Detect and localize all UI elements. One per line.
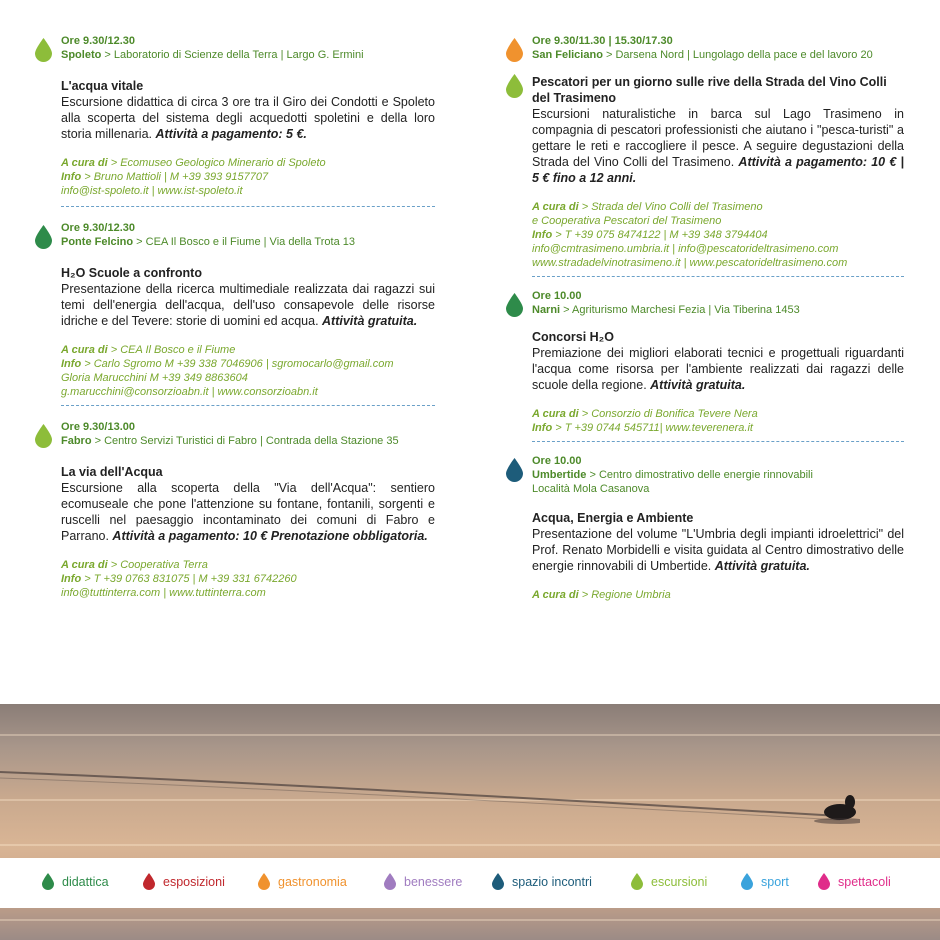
- event-title: Concorsi H₂O: [532, 330, 614, 344]
- event-description: Presentazione del volume "L'Umbria degli impianti idroelettrici" del Prof. Renato Morbidelli e visita guidata al Centro dimostrativo delle energie rinnovabili di Umbertide. Attività gratuita.: [532, 527, 904, 573]
- separator: [61, 206, 435, 207]
- contact-link[interactable]: www.stradadelvinotrasimeno.it | www.pescatorideltrasimeno.com: [532, 257, 848, 269]
- event-san-feliciano: [532, 34, 904, 270]
- event-time: Ore 9.30/11.30 | 15.30/17.30: [532, 35, 673, 47]
- event-place: Umbertide > Centro dimostrativo delle energie rinnovabili: [532, 469, 813, 481]
- event-spoleto: [61, 34, 435, 198]
- event-time: Ore 10.00: [532, 455, 582, 467]
- drop-icon-benessere: [384, 873, 396, 890]
- right-column: [532, 34, 904, 602]
- legend-item-escursioni: escursioni: [651, 874, 707, 890]
- event-info: A cura di > Ecomuseo Geologico Minerario di Spoleto Info > Bruno Mattioli | M +39 393 9157707 info@ist-spoleto.it | www.ist-spoleto.it: [61, 156, 435, 198]
- contact-link[interactable]: info@ist-spoleto.it | www.ist-spoleto.it: [61, 185, 243, 197]
- drop-icon-escursioni: [35, 424, 52, 448]
- drop-icon-gastronomia: [258, 873, 270, 890]
- separator: [532, 276, 904, 277]
- drop-icon-escursioni: [631, 873, 643, 890]
- event-info: A cura di > Strada del Vino Colli del Trasimeno e Cooperativa Pescatori del Trasimeno Info > T +39 075 8474122 | M +39 348 3794404 info@cmtrasimeno.umbria.it | info@pescatorideltrasimeno.com www.stradadelvinotrasimeno.it | www.pescatorideltrasimeno.com: [532, 200, 904, 270]
- legend-item-spazio-incontri: spazio incontri: [512, 874, 592, 890]
- event-info: A cura di > Regione Umbria: [532, 589, 671, 601]
- drop-icon-didattica: [506, 293, 523, 317]
- drop-icon-escursioni: [506, 74, 523, 98]
- event-place: Ponte Felcino > CEA Il Bosco e il Fiume | Via della Trota 13: [61, 236, 355, 248]
- event-place: San Feliciano > Darsena Nord | Lungolago della pace e del lavoro 20: [532, 49, 873, 61]
- legend-item-didattica: didattica: [62, 874, 109, 890]
- event-title: H₂O Scuole a confronto: [61, 266, 202, 280]
- drop-icon-spettacoli: [818, 873, 830, 890]
- event-time: Ore 9.30/12.30: [61, 222, 136, 234]
- event-narni: [532, 289, 904, 435]
- drop-icon-esposizioni: [143, 873, 155, 890]
- event-description: Presentazione della ricerca multimediale realizzata dai ragazzi sui temi dell'energia dell'acqua, dell'uso consapevole delle risorse idriche e del Tevere: storie di uomini ed acqua. Attività gratuita.: [61, 282, 435, 328]
- legend-item-benessere: benessere: [404, 874, 462, 890]
- event-place: Narni > Agriturismo Marchesi Fezia | Via Tiberina 1453: [532, 304, 800, 316]
- event-title: La via dell'Acqua: [61, 465, 163, 479]
- legend-item-esposizioni: esposizioni: [163, 874, 225, 890]
- drop-icon-spazio-incontri: [492, 873, 504, 890]
- event-title: Acqua, Energia e Ambiente: [532, 511, 694, 525]
- event-description: Premiazione dei migliori elaborati tecnici e progettuali riguardanti l'acqua come risorsa per l'ambiente realizzati dai ragazzi delle scuole della regione. Attività gratuita.: [532, 346, 904, 392]
- event-info: A cura di > Consorzio di Bonifica Tevere Nera Info > T +39 0744 545711| www.teverenera.it: [532, 408, 758, 434]
- event-place-line2: Località Mola Casanova: [532, 483, 650, 495]
- event-description: Escursioni naturalistiche in barca sul Lago Trasimeno in compagnia di pescatori professionisti che aiutano i "pesca-turisti" a gettare le reti e raccogliere il pesce. A seguire degustazioni della Strada del Vino Colli del Trasimeno. Attività a pagamento: 10 € | 5 € fino a 12 anni.: [532, 107, 905, 185]
- event-time: Ore 10.00: [532, 290, 582, 302]
- drop-icon-gastronomia: [506, 38, 523, 62]
- event-title: Pescatori per un giorno sulle rive della Strada del Vino Colli del Trasimeno: [532, 75, 887, 105]
- event-description: Escursione alla scoperta della "Via dell'Acqua": sentiero ecomuseale che pone l'attenzione su fontane, fontanili, sorgenti e ruscelli nel paesaggio incontaminato dei comuni di Fabro e Parrano. Attività a pagamento: 10 € Prenotazione obbligatoria.: [61, 481, 435, 543]
- legend-item-spettacoli: spettacoli: [838, 874, 891, 890]
- event-fabro: [61, 420, 435, 600]
- legend-item-gastronomia: gastronomia: [278, 874, 347, 890]
- drop-icon-escursioni: [35, 38, 52, 62]
- left-column: [61, 34, 435, 600]
- event-description: Escursione didattica di circa 3 ore tra il Giro dei Condotti e Spoleto alla scoperta del sistema degli acquedotti spoletini e della loro storia millenaria. Attività a pagamento: 5 €.: [61, 95, 435, 141]
- event-time: Ore 9.30/13.00: [61, 421, 136, 433]
- separator: [61, 405, 435, 406]
- contact-link[interactable]: info@tuttinterra.com | www.tuttinterra.com: [61, 587, 266, 599]
- event-time: Ore 9.30/12.30: [61, 35, 136, 47]
- bird-wake-illustration: [0, 766, 860, 826]
- event-place: Spoleto > Laboratorio di Scienze della Terra | Largo G. Ermini: [61, 49, 364, 61]
- event-umbertide: [532, 454, 904, 602]
- contact-link[interactable]: g.marucchini@consorzioabn.it | www.consorzioabn.it: [61, 386, 318, 398]
- event-title: L'acqua vitale: [61, 79, 144, 93]
- drop-icon-sport: [741, 873, 753, 890]
- event-ponte-felcino: [61, 221, 435, 399]
- event-place: Fabro > Centro Servizi Turistici di Fabro | Contrada della Stazione 35: [61, 435, 399, 447]
- separator: [532, 441, 904, 442]
- drop-icon-didattica: [35, 225, 52, 249]
- legend-item-sport: sport: [761, 874, 789, 890]
- drop-icon-spazio-incontri: [506, 458, 523, 482]
- event-info: A cura di > Cooperativa Terra Info > T +39 0763 831075 | M +39 331 6742260 info@tuttinterra.com | www.tuttinterra.com: [61, 558, 435, 600]
- category-legend: [0, 858, 940, 908]
- contact-link[interactable]: info@cmtrasimeno.umbria.it | info@pescatorideltrasimeno.com: [532, 243, 839, 255]
- event-info: A cura di > CEA Il Bosco e il Fiume Info > Carlo Sgromo M +39 338 7046906 | sgromocarlo@gmail.com Gloria Marucchini M +39 349 8863604 g.marucchini@consorzioabn.it | www.consorzioabn.it: [61, 343, 435, 399]
- drop-icon-didattica: [42, 873, 54, 890]
